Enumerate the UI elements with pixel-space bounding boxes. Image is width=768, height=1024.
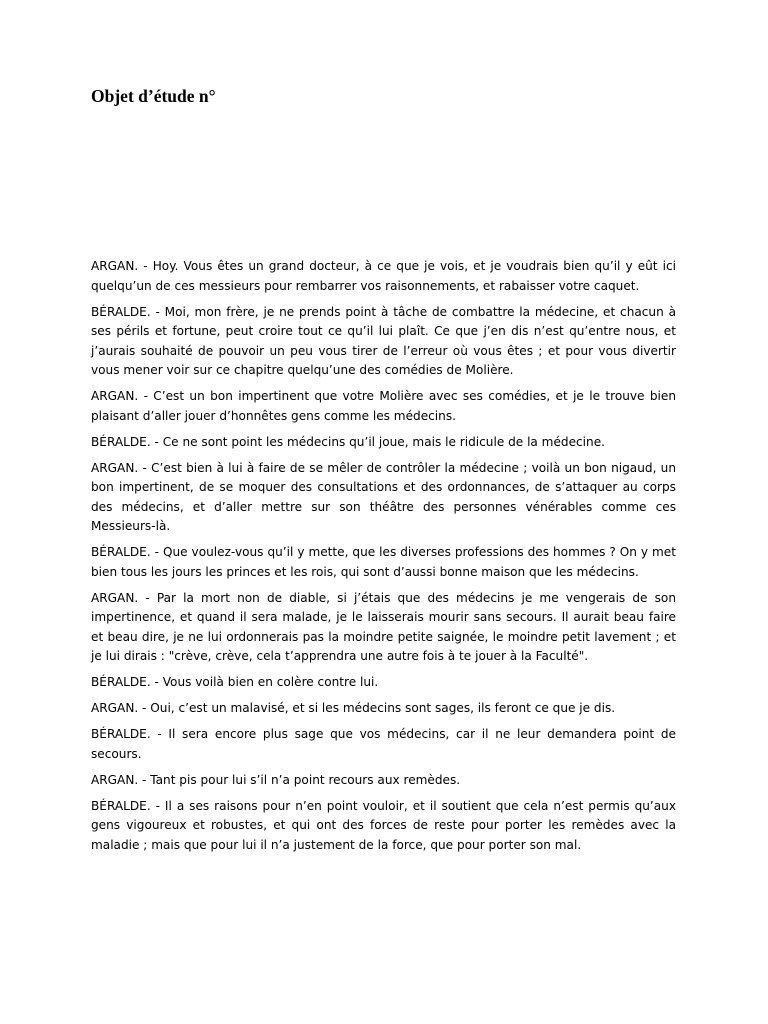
dialogue-paragraph: BÉRALDE. - Moi, mon frère, je ne prends point à tâche de combattre la médecine, et chacun à ses périls et fortune, peut croire tout ce qu’il lui plaît. Ce que j’en dis n’est qu’entre nous, et j’aurais souhaité de pouvoir un peu vous tirer de l’erreur où vous êtes ; et pour vous divertir vous mener voir sur ce chapitre quelqu’une des comédies de Molière. [91, 304, 676, 377]
dialogue-paragraph: BÉRALDE. - Que voulez-vous qu’il y mette, que les diverses professions des hommes ? On y met bien tous les jours les princes et les rois, qui sont d’aussi bonne maison que les médecins. [91, 545, 676, 579]
dialogue-paragraph: BÉRALDE. - Vous voilà bien en colère contre lui. [91, 675, 379, 689]
dialogue-paragraph: BÉRALDE. - Ce ne sont point les médecins qu’il joue, mais le ridicule de la médecine. [91, 434, 605, 449]
dialogue-paragraph: ARGAN. - Oui, c’est un malavisé, et si les médecins sont sages, ils feront ce que je dis. [91, 701, 616, 715]
dialogue-paragraph: ARGAN. - C’est bien à lui à faire de se mêler de contrôler la médecine ; voilà un bon nigaud, un bon impertinent, de se moquer des consultations et des ordonnances, de s’attaquer au corps des médecins, et d’aller mettre sur son théâtre des personnes vénérables comme ces Messieurs-là. [91, 460, 676, 533]
dialogue-paragraph: ARGAN. - Hoy. Vous êtes un grand docteur, à ce que je vois, et je voudrais bien qu’il y eût ici quelqu’un de ces messieurs pour rembarrer vos raisonnements, et rabaisser votre caquet. [91, 259, 676, 293]
dialogue-paragraph: ARGAN. - C’est un bon impertinent que votre Molière avec ses comédies, et je le trouve bien plaisant d’aller jouer d’honnêtes gens comme les médecins. [91, 389, 676, 423]
dialogue-paragraph: BÉRALDE. - Il sera encore plus sage que vos médecins, car il ne leur demandera point de secours. [91, 727, 676, 761]
dialogue-paragraph: BÉRALDE. - Il a ses raisons pour n’en point vouloir, et il soutient que cela n’est permis qu’aux gens vigoureux et robustes, et qui ont des forces de reste pour porter les remèdes avec la maladie ; mais que pour lui il n’a justement de la force, que pour porter son mal. [91, 798, 676, 852]
document-title: Objet d’étude n° [91, 86, 216, 106]
dialogue-paragraph: ARGAN. - Tant pis pour lui s’il n’a point recours aux remèdes. [91, 772, 461, 787]
dialogue-paragraph: ARGAN. - Par la mort non de diable, si j’étais que des médecins je me vengerais de son impertinence, et quand il sera malade, je le laisserais mourir sans secours. Il aurait beau faire et beau dire, je ne lui ordonnerais pas la moindre petite saignée, le moindre petit lavement ; et je lui dirais : "crève, crève, cela t’apprendra une autre fois à te jouer à la Faculté". [91, 590, 676, 663]
dialogue-text [91, 257, 676, 862]
